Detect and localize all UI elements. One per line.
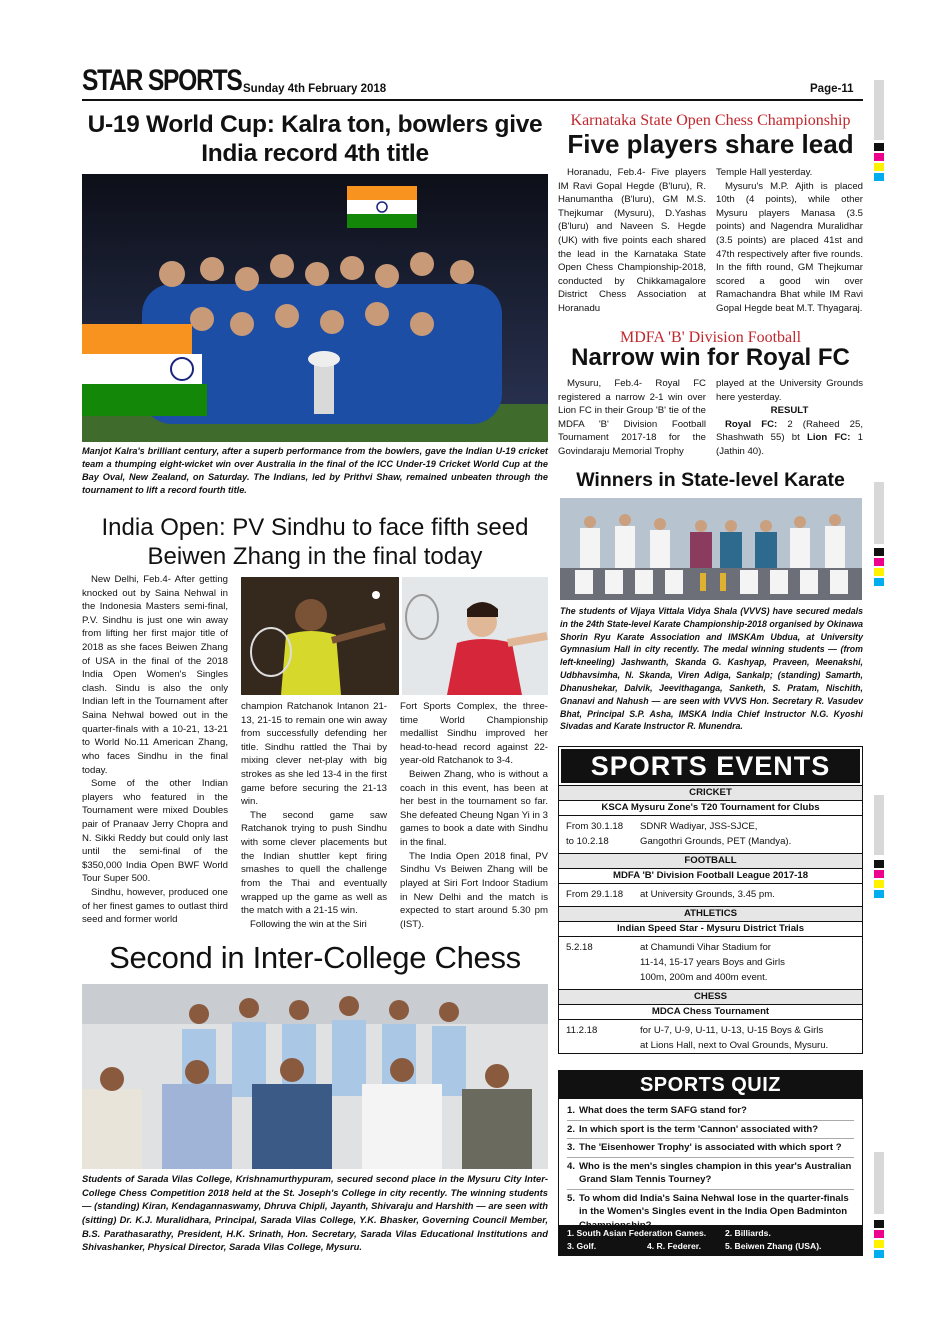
swatch-black-4 [874, 1220, 884, 1228]
swatch-magenta-4 [874, 1230, 884, 1238]
dateline: Sunday 4th February 2018 [243, 83, 387, 95]
chess-col2-text-a: Temple Hall yesterday. [716, 167, 813, 178]
college-headline: Second in Inter-College Chess [109, 940, 521, 975]
events-text-football: at University Grounds, 3.45 pm. [640, 889, 775, 900]
sindhu-col3 [400, 700, 548, 931]
swatch-yellow-2 [874, 568, 884, 576]
events-row-athletics [559, 937, 862, 989]
events-name-chess: MDCA Chess Tournament [559, 1005, 862, 1020]
sindhu-photo-image [241, 577, 399, 695]
chess-col1 [558, 166, 706, 316]
sindhu-col1-p1: New Delhi, Feb.4- After getting knocked out by Saina Nehwal in the Indonesia Masters semi-final, P.V. Sindhu is just one win away from lifting her first major title of 2018 as she faces Beiwen Zhang of USA in the final of the 2018 India Open Women's Singles clash. Sindu is also the only Indian left in the Tournament after Saina Nehwal bowed out in the quarter-finals with a 10-21, 13-21 to World No.11 American Zhang, who faces Sindhu in the final today. [82, 574, 228, 776]
events-name-athletics: Indian Speed Star - Mysuru District Trials [559, 922, 862, 937]
chess-col2 [716, 166, 863, 316]
events-name-cricket: KSCA Mysuru Zone's T20 Tournament for Clubs [559, 801, 862, 816]
swatch-cyan-4 [874, 1250, 884, 1258]
events-cat-football: FOOTBALL [559, 853, 862, 869]
swatch-black-3 [874, 860, 884, 868]
zhang-photo-image [402, 577, 548, 695]
mdfa-kicker: MDFA 'B' Division Football [619, 329, 802, 346]
u19-headline: U-19 World Cup: Kalra ton, bowlers give India record 4th title [87, 111, 543, 167]
quiz-answer-4: 4. R. Federer. [647, 1241, 701, 1251]
quiz-text: Who is the men's singles champion in this year's Australian Grand Slam Tennis Tourney? [579, 1160, 852, 1185]
quiz-questions [559, 1099, 862, 1234]
mdfa-result-royal: Royal FC: [725, 418, 778, 430]
swatch-magenta-3 [874, 870, 884, 878]
events-cat-athletics: ATHLETICS [559, 906, 862, 922]
u19-photo [82, 174, 548, 442]
sindhu-col1 [82, 573, 228, 927]
quiz-number: 2. [567, 1123, 576, 1135]
quiz-number: 5. [567, 1192, 576, 1204]
quiz-title: SPORTS QUIZ [559, 1071, 862, 1099]
events-row-chess [559, 1020, 862, 1057]
college-caption: Students of Sarada Vilas College, Krishnamurthypuram, secured second place in the Mysuru City Inter-College Chess Competition 2018 held at the St. Joseph's College in city recently. The winning students — (standing) Kiran, Kendagannaswamy, Dhruva Chipli, Jayanth, Shivaraju and Harshith — are seen with (sitting) Dr. K.J. Muralidhara, Principal, Sarada Vilas College, Y.K. Bhasker, Governing Council Member, B.S. Parathasarathy, President, H.K. Srinath, Hon. Secretary, Sarada Vilas Educational Institutions and Shivashanker, Physical Director, Sarada Vilas College, Mysuru. [82, 1173, 548, 1253]
events-text-chess: for U-7, U-9, U-11, U-13, U-15 Boys & Girls at Lions Hall, next to Oval Grounds, Mysuru. [640, 1025, 829, 1051]
quiz-answers [559, 1225, 862, 1255]
page-number: Page-11 [810, 83, 854, 95]
college-photo [82, 984, 548, 1169]
quiz-question [567, 1102, 854, 1121]
swatch-cyan-1 [874, 173, 884, 181]
swatch-yellow-3 [874, 880, 884, 888]
sports-events-box [558, 746, 863, 1054]
sindhu-col2-p1: champion Ratchanok Intanon 21-13, 21-15 to remain one win away from successfully defending her title. Sindhu rattled the Thai by mixing clever net-play with big strokes as she led 13-4 in the first game before securing the 21-13 win. [241, 701, 387, 808]
u19-photo-image [82, 174, 548, 442]
mdfa-col2-text: played at the University Grounds here yesterday. [716, 378, 863, 403]
karate-photo-image [560, 498, 862, 600]
events-title: SPORTS EVENTS [561, 749, 860, 783]
sindhu-col3-p2: Beiwen Zhang, who is without a coach in this event, has been at her best in the tournament so far. She defeated Cheung Ngan Yi in 3 games to book a date with Sindhu in the final. [400, 769, 548, 849]
zhang-photo [402, 577, 548, 695]
chess-headline: Five players share lead [567, 129, 854, 159]
mdfa-col2 [716, 377, 863, 459]
mdfa-result-mid: 2 (Raheed 25, Shashwath 55) bt [716, 418, 863, 444]
chess-col1-text: Horanadu, Feb.4- Five players IM Ravi Gopal Hegde (B'luru), R. Hanumantha (B'luru), GM M.S. Thejkumar (Mysuru), D.Yashas (B'luru) and Naveen S. Hegde (UK) with five points each shared the lead in the Karnataka State Open Chess Championship-2018, conducted by Chikkamagalore District Chess Association at Horanadu [558, 167, 706, 315]
swatch-black-1 [874, 143, 884, 151]
quiz-number: 1. [567, 1105, 576, 1116]
sindhu-col1-p2: Some of the other Indian players who featured in the Tournament were mixed Doubles pair of Pranaav Jerry Chopra and N. Sikki Reddy but could only last until the semi-final of the $350,000 India Open BWF World Tour Super 500. [82, 778, 228, 885]
registration-bar-1 [874, 80, 884, 140]
quiz-text: The 'Eisenhower Trophy' is associated with which sport ? [579, 1142, 842, 1153]
events-date-cricket: From 30.1.18 to 10.2.18 [566, 821, 624, 847]
karate-caption: The students of Vijaya Vittala Vidya Shala (VVVS) have secured medals in the 24th State-level Karate Championship-2018 organised by Okinawa Shorin Ryu Karate Association and IMSKAm Ubdua, at University Gymnasium Hall in city recently. The medal winning students — (from left-kneeling) Jashwanth, Skanda G. Kashyap, Praveen, Meenakshi, Udbhavsimha, N. Skanda, Viren Adiga, Sankalp; (standing) Samarth, Dhanushekar, Dalvik, Jeevithaganga, Sanketh, S. Pratam, Nischith, Gnanavi and Nahush — are seen with VVVS Hon. Secretary R. Vasudev Bhat, Principal S.P. Asha, IMSKA India Chief Instructor N.G. Kyoshi Sivadas and Karate Instructor R. Munendra. [560, 606, 863, 732]
sindhu-col3-p1: Fort Sports Complex, the three-time World Championship medallist Sindhu improved her head-to-head record against 22-year-old Ratchanok to 3-4. [400, 701, 548, 767]
mdfa-result-lion: Lion FC: [806, 432, 851, 444]
events-date-chess: 11.2.18 [566, 1025, 598, 1036]
sindhu-headline: India Open: PV Sindhu to face fifth seed Beiwen Zhang in the final today [101, 514, 529, 570]
mdfa-col1 [558, 377, 706, 459]
chess-col2-text-b: Mysuru's M.P. Ajith is placed 10th (4 points), while other Mysuru players Manasa (3.5 points) and Nagendra Muralidhar (3.5 points) are placed 41st and 47th respectively after five rounds. In the fifth round, GM Thejkumar scored a good win over Ramachandra Bhat while IM Ravi Gopal Hegde beat M.T. Thyagaraj. [716, 180, 863, 315]
sports-quiz-box [558, 1070, 863, 1256]
quiz-number: 3. [567, 1142, 576, 1153]
mdfa-headline: Narrow win for Royal FC [571, 344, 850, 371]
registration-bar-4 [874, 1152, 884, 1214]
mdfa-col1-text: Mysuru, Feb.4- Royal FC registered a narrow 2-1 win over Lion FC in their Group 'B' tie of the MDFA 'B' Division Football Tournament 2017-18 for the Govindaraju Memorial Trophy [558, 378, 706, 458]
karate-headline: Winners in State-level Karate [576, 469, 845, 491]
events-row-football [559, 884, 862, 906]
sindhu-col2 [241, 700, 387, 931]
quiz-text: What does the term SAFG stand for? [579, 1105, 747, 1116]
events-row-cricket [559, 816, 862, 853]
events-cat-cricket: CRICKET [559, 785, 862, 801]
indian-flag-top [347, 186, 417, 228]
u19-caption: Manjot Kalra's brilliant century, after a superb performance from the bowlers, gave the Indian U-19 cricket team a thumping eight-wicket win over Australia in the final of the ICC Under-19 Cricket World Cup at the Bay Oval, New Zealand, on Saturday. The Indians, led by Prithvi Shaw, remained unbeaten through the tournament to lift a record fourth title. [82, 446, 548, 495]
swatch-black-2 [874, 548, 884, 556]
sindhu-col2-p2: The second game saw Ratchanok trying to push Sindhu with some clever placements but the Indian shuttler kept firing smashes to quell the challenge from the Thai and eventually wrapped up the game as well as the match with a 21-15 win. [241, 809, 387, 917]
events-name-football: MDFA 'B' Division Football League 2017-18 [559, 869, 862, 884]
swatch-magenta-1 [874, 153, 884, 161]
quiz-question [567, 1139, 854, 1158]
events-date-athletics: 5.2.18 [566, 942, 593, 953]
events-text-cricket: SDNR Wadiyar, JSS-SJCE, Gangothri Grounds, PET (Mandya). [640, 821, 792, 847]
quiz-answer-5: 5. Beiwen Zhang (USA). [725, 1241, 822, 1251]
registration-bar-3 [874, 795, 884, 855]
events-cat-chess: CHESS [559, 989, 862, 1005]
swatch-cyan-2 [874, 578, 884, 586]
quiz-answer-1: 1. South Asian Federation Games. [567, 1228, 707, 1238]
quiz-text: In which sport is the term 'Cannon' associated with? [579, 1123, 819, 1135]
college-photo-image [82, 984, 548, 1169]
swatch-yellow-4 [874, 1240, 884, 1248]
events-text-athletics: at Chamundi Vihar Stadium for 11-14, 15-17 years Boys and Girls 100m, 200m and 400m event. [640, 942, 785, 983]
sindhu-col3-p3: The India Open 2018 final, PV Sindhu Vs Beiwen Zhang will be played at Siri Fort Indoor Stadium in New Delhi and the match is expected to start around 5.30 pm (IST). [400, 850, 548, 930]
swatch-magenta-2 [874, 558, 884, 566]
mdfa-result-end: 1 (Jathin 40). [716, 432, 863, 458]
masthead-title: STAR SPORTS [82, 64, 242, 97]
quiz-text: To whom did India's Saina Nehwal lose in the quarter-finals in the Women's Singles event in the India Open Badminton [579, 1192, 849, 1217]
quiz-answer-3: 3. Golf. [567, 1241, 597, 1251]
mdfa-result-label: RESULT [770, 405, 809, 417]
quiz-number: 4. [567, 1160, 576, 1172]
sindhu-photo [241, 577, 399, 695]
mdfa-result-text [716, 418, 863, 459]
sindhu-col2-p3: Following the win at the Siri [250, 918, 367, 930]
swatch-cyan-3 [874, 890, 884, 898]
chess-kicker: Karnataka State Open Chess Championship [570, 112, 851, 129]
swatch-yellow-1 [874, 163, 884, 171]
indian-flag-left [82, 324, 207, 416]
quiz-answer-2: 2. Billiards. [725, 1228, 771, 1238]
quiz-question [567, 1158, 854, 1190]
header-rule [82, 99, 863, 101]
karate-photo [560, 498, 862, 600]
sindhu-col1-p3: Sindhu, however, produced one of her finest games to outlast third seed and former world [82, 887, 228, 926]
registration-bar-2 [874, 482, 884, 544]
quiz-question [567, 1121, 854, 1140]
events-date-football: From 29.1.18 [566, 889, 624, 900]
